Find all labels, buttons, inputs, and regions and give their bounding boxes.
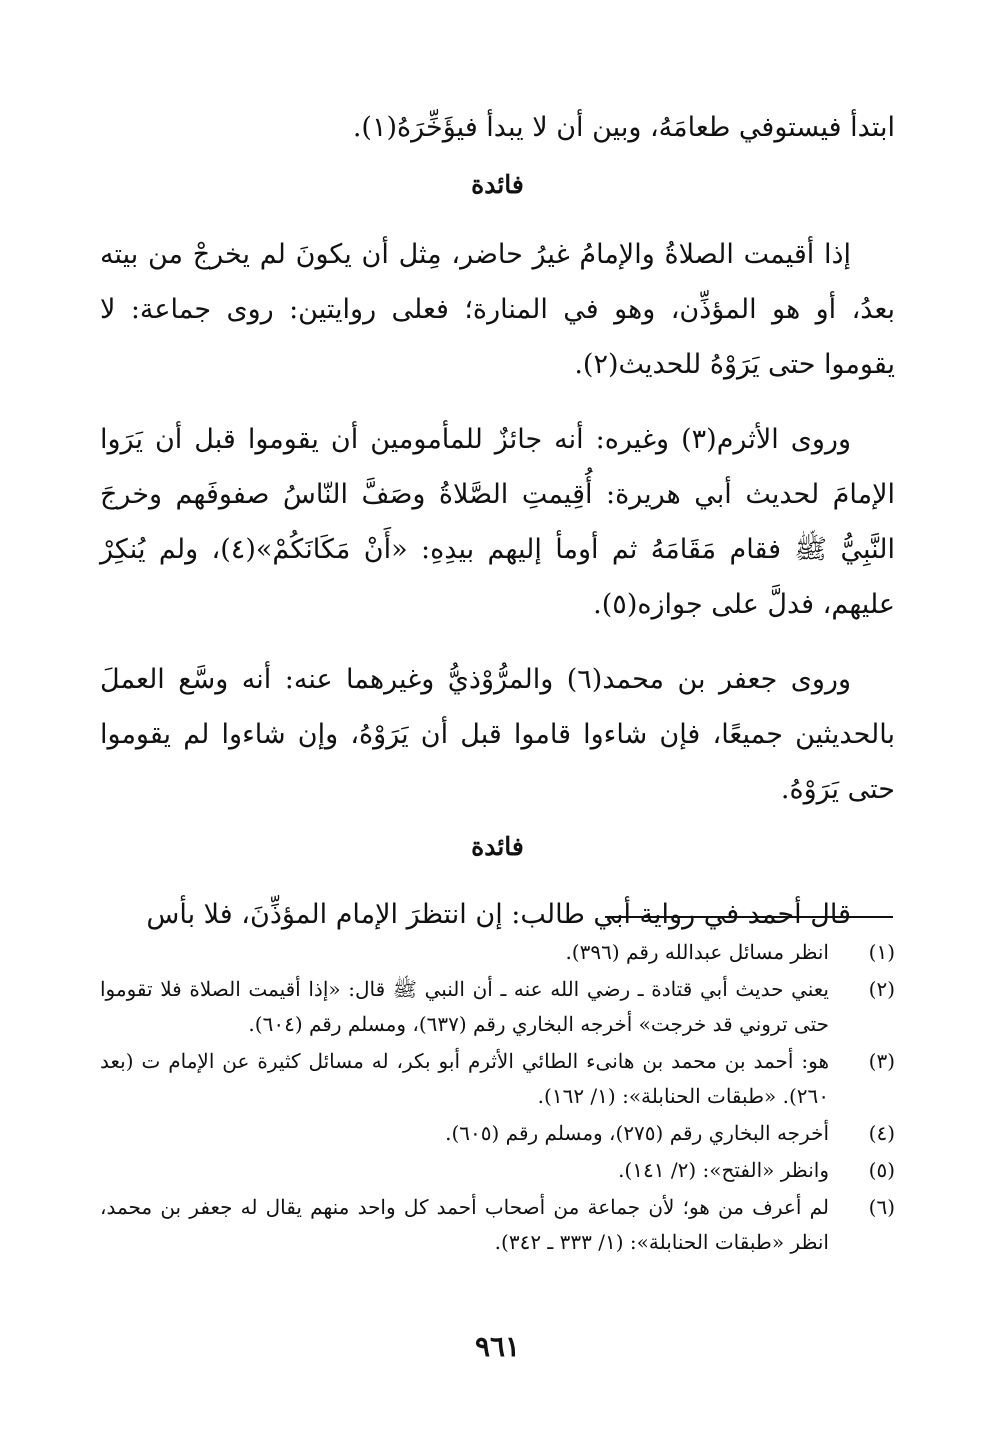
footnote (100, 1044, 895, 1114)
footnote-number: (٣) (868, 1049, 895, 1073)
footnote-number: (٥) (868, 1158, 895, 1182)
footnote-text: يعني حديث أبي قتادة ـ رضي الله عنه ـ أن النبي ﷺ قال: «إذا أقيمت الصلاة فلا تقوموا حتى تروني قد خرجت» أخرجه البخاري رقم (٦٣٧)، ومسلم رقم (٦٠٤). (100, 977, 829, 1036)
footnote (100, 935, 895, 970)
paragraph: قال أحمد في رواية أبي طالب: إن انتظرَ الإمام المؤذِّنَ، فلا بأس (146, 899, 851, 930)
footnote-number: (٢) (868, 977, 895, 1001)
page-number: ٩٦١ (474, 1330, 521, 1363)
section-heading: فائدة (471, 832, 524, 861)
paragraph: وروى جعفر بن محمد(٦) والمرُّوْذيُّ وغيرهما عنه: أنه وسَّع العملَ بالحديثين جميعًا، فإن شاءوا قاموا قبل أن يَرَوْهُ، وإن شاءوا لم يقوموا حتى يَرَوْهُ. (100, 664, 895, 805)
paragraph: إذا أقيمت الصلاةُ والإمامُ غيرُ حاضر، مِثل أن يكونَ لم يخرجْ من بيته بعدُ، أو هو المؤذِّن، وهو في المنارة؛ فعلى روايتين: روى جماعة: لا يقوموا حتى يَرَوْهُ للحديث(٢). (100, 239, 895, 380)
footnote-text: وانظر «الفتح»: (٢/ ١٤١). (618, 1158, 829, 1182)
continuation-paragraph: ابتدأ فيستوفي طعامَهُ، وبين أن لا يبدأ فيؤَخِّرَهُ(١). (352, 112, 895, 143)
footnote (100, 1153, 895, 1188)
footnote-text: هو: أحمد بن محمد بن هانىء الطائي الأثرم أبو بكر، له مسائل كثيرة عن الإمام ت (بعد ٢٦٠). «طبقات الحنابلة»: (١/ ١٦٢). (100, 1049, 829, 1108)
main-text (100, 100, 895, 942)
footnote-text: انظر مسائل عبدالله رقم (٣٩٦). (565, 940, 829, 964)
footnote (100, 972, 895, 1042)
footnote-divider (605, 916, 893, 918)
footnote (100, 1190, 895, 1260)
footnote (100, 1116, 895, 1151)
footnote-number: (٦) (868, 1195, 895, 1219)
paragraph: وروى الأثرم(٣) وغيره: أنه جائزٌ للمأمومين أن يقوموا قبل أن يَرَوا الإمامَ لحديث أبي هريرة: أُقِيمتِ الصَّلاةُ وصَفَّ النّاسُ صفوفَهم وخرجَ النَّبِيُّ ﷺ فقام مَقَامَهُ ثم أومأ إليهم بيدِهِ: «أَنْ مَكَانَكُمْ»(٤)، ولم يُنكِرْ عليهم، فدلَّ على جوازه(٥). (100, 424, 895, 620)
footnote-number: (١) (868, 940, 895, 964)
footnote-text: أخرجه البخاري رقم (٢٧٥)، ومسلم رقم (٦٠٥). (445, 1121, 829, 1145)
footnote-text: لم أعرف من هو؛ لأن جماعة من أصحاب أحمد كل واحد منهم يقال له جعفر بن محمد، انظر «طبقات الحنابلة»: (١/ ٣٣٣ ـ ٣٤٢). (100, 1195, 829, 1254)
footnotes (100, 935, 895, 1262)
footnote-number: (٤) (868, 1121, 895, 1145)
section-heading: فائدة (471, 170, 524, 199)
